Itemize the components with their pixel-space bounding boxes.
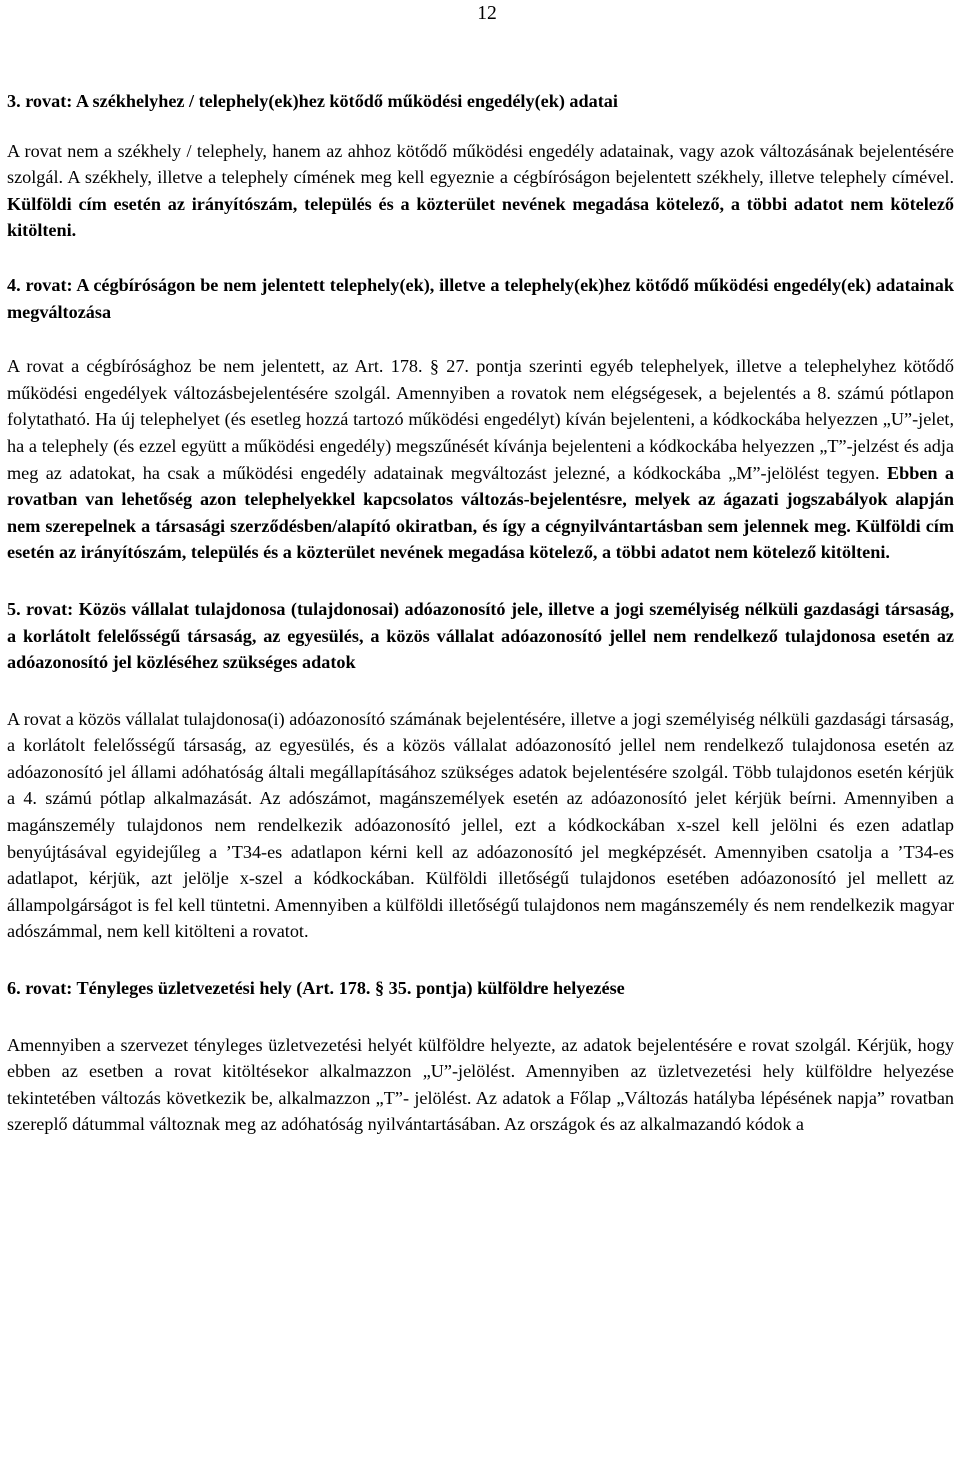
spacer: [7, 676, 954, 706]
section-4-heading: 4. rovat: A cégbíróságon be nem jelentett telephely(ek), illetve a telephely(ek)hez kötődő működési engedély(ek) adatainak megváltozása: [7, 274, 954, 322]
spacer: [7, 325, 954, 353]
spacer: [7, 945, 954, 975]
section-3-body-bold: Külföldi cím esetén az irányítószám, település és a közterület nevének megadása kötelező, a többi adatot nem kötelező kitölteni.: [7, 193, 954, 241]
section-3-heading: 3. rovat: A székhelyhez / telephely(ek)hez kötődő működési engedély(ek) adatai: [7, 91, 618, 111]
section-5-heading: 5. rovat: Közös vállalat tulajdonosa (tulajdonosai) adóazonosító jele, illetve a jogi személyiség nélküli gazdasági társaság, a korlátolt felelősségű társaság, az egyesülés, a közös vállalat adóazonosító jellel nem rendelkező tulajdonosa esetén az adóazonosító jel közléséhez szükséges adatok: [7, 598, 954, 673]
spacer: [7, 244, 954, 272]
spacer: [7, 566, 954, 596]
spacer: [7, 115, 954, 138]
spacer: [7, 1002, 954, 1032]
section-4-body-bold: Ebben a rovatban van lehetőség azon telephelyekkel kapcsolatos változás-bejelentésre, melyek az ágazati jogszabályok alapján nem szerepelnek a társasági szerződésben/alapító okiratban, és így a cégnyilvántartásban sem jelennek meg. Külföldi cím esetén az irányítószám, település és a közterület nevének megadása kötelező, a többi adatot nem kötelező kitölteni.: [7, 462, 954, 563]
section-4-body: [7, 353, 954, 566]
section-6-heading: 6. rovat: Tényleges üzletvezetési hely (Art. 178. § 35. pontja) külföldre helyezése: [7, 978, 625, 999]
section-3-body-text: A rovat nem a székhely / telephely, hanem az ahhoz kötődő működési engedély adatainak, vagy azok változásának bejelentésére szolgál. A székhely, illetve a telephely címének meg kell egyeznie a cégbíróságon bejelentett székhely, illetve telephely címével.: [7, 140, 954, 188]
section-5-body: A rovat a közös vállalat tulajdonosa(i) adóazonosító számának bejelentésére, illetve a jogi személyiség nélküli gazdasági társaság, a korlátolt felelősségű társaság, az egyesülés, és a közös vállalat adóazonosító jellel nem rendelkező tulajdonosa esetén az adóazonosító jel állami adóhatóság általi megállapításához szükséges adatok bejelentésére szolgál. Több tulajdonos esetén kérjük a 4. számú pótlap alkalmazását. Az adószámot, magánszemélyek esetén az adóazonosító jelet kérjük beírni. Amennyiben a magánszemély tulajdonos nem rendelkezik adóazonosító jellel, ezt a kódkockában x-szel kell jelölni és ezen adatlap benyújtásával egyidejűleg a ’T34-es adatlapon kérni kell az adóazonosító jel megképzését. Amennyiben csatolja a ’T34-es adatlapot, kérjük, azt jelölje x-szel a kódkockában. Külföldi illetőségű tulajdonos esetében adóazonosító jel mellett az állampolgárságot is fel kell tüntetni. Amennyiben a külföldi illetőségű tulajdonos nem magánszemély és nem rendelkezik magyar adószámmal, nem kell kitölteni a rovatot.: [7, 708, 954, 942]
page-number: 12: [477, 3, 497, 24]
section-3-body: [7, 138, 954, 244]
section-6-body: Amennyiben a szervezet tényleges üzletvezetési helyét külföldre helyezte, az adatok bejelentésére e rovat szolgál. Kérjük, hogy ebben az esetben a rovat kitöltésekor alkalmazzon „U”-jelölést. Amennyiben az üzletvezetési hely külföldre helyezése tekintetében változás következik be, alkalmazzon „T”- jelölést. Az adatok a Főlap „Változás hatályba lépésének napja” rovatban szereplő dátummal változnak meg az adóhatóság nyilvántartásában. Az országok és az alkalmazandó kódok a: [7, 1034, 954, 1135]
document-content: [7, 88, 954, 1138]
section-4-body-text: A rovat a cégbírósághoz be nem jelentett, az Art. 178. § 27. pontja szerinti egyéb telephelyek, illetve a telephelyhez kötődő működési engedélyek változásbejelentésére szolgál. Amennyiben a rovatok nem elégségesek, a bejelentés a 8. számú pótlapon folytatható. Ha új telephelyet (és esetleg hozzá tartozó működési engedélyt) kíván bejelenteni, a kódkockába helyezzen „U”-jelet, ha a telephely (és ezzel együtt a működési engedély) megszűnését kívánja bejelenteni a kódkockába helyezzen „T”-jelzést és adja meg az adatokat, ha csak a működési engedély adatainak megváltozást jelezné, a kódkockába „M”-jelölést tegyen.: [7, 356, 954, 483]
